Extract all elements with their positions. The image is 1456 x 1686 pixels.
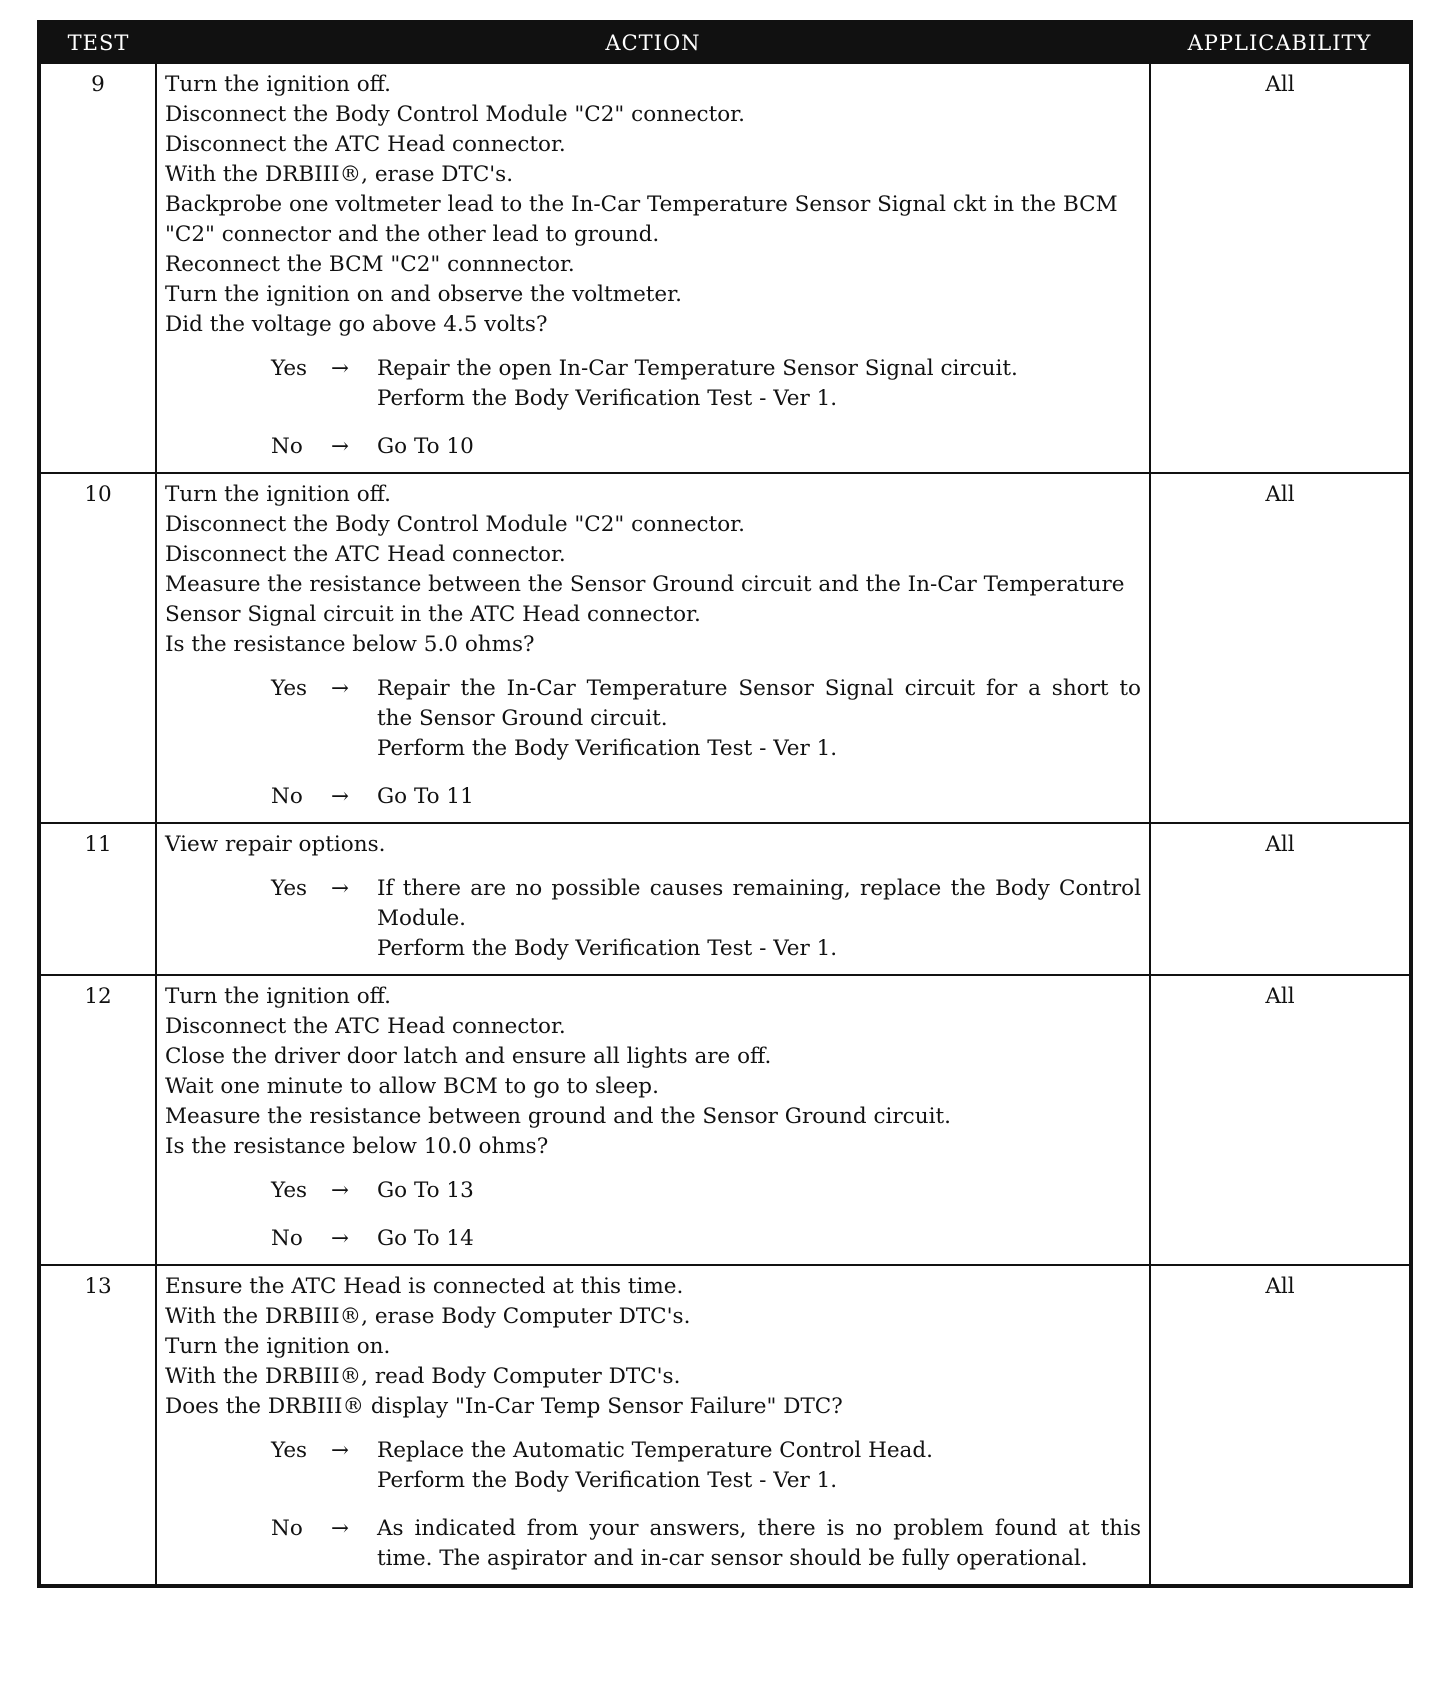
test-row-9 (39, 63, 1411, 473)
action-step: Ensure the ATC Head is connected at this time. (165, 1274, 684, 1299)
test-number: 9 (39, 63, 156, 473)
right-arrow-icon: → (331, 876, 350, 901)
branch-answer: No (271, 784, 303, 809)
right-arrow-icon: → (331, 1516, 350, 1541)
branch-result (377, 354, 1141, 414)
action-step: Wait one minute to allow BCM to go to sleep. (165, 1074, 659, 1099)
action-step: With the DRBIII®, erase Body Computer DTC's. (165, 1304, 691, 1329)
right-arrow-icon: → (331, 434, 350, 459)
test-action (156, 823, 1150, 975)
action-step: Disconnect the ATC Head connector. (165, 1014, 566, 1039)
branch-result (377, 1514, 1141, 1574)
branch-result-line: Perform the Body Verification Test - Ver 1. (377, 936, 838, 961)
action-step: View repair options. (165, 832, 386, 857)
branch-result (377, 432, 1141, 462)
branch-yes (271, 354, 1141, 414)
branch-result (377, 1224, 1141, 1254)
branch-result (377, 1176, 1141, 1206)
branch-yes (271, 1436, 1141, 1496)
action-step: Disconnect the ATC Head connector. (165, 132, 566, 157)
branch-result (377, 782, 1141, 812)
action-step: Does the DRBIII® display "In-Car Temp Sensor Failure" DTC? (165, 1394, 843, 1419)
branch-result-line: Go To 11 (377, 784, 474, 809)
action-step: Is the resistance below 10.0 ohms? (165, 1134, 549, 1159)
test-applicability: All (1150, 63, 1411, 473)
action-step: Turn the ignition on. (165, 1334, 391, 1359)
right-arrow-icon: → (331, 784, 350, 809)
test-procedure-table (37, 20, 1413, 1588)
branch-answer: Yes (271, 1178, 308, 1203)
action-step: Turn the ignition on and observe the voltmeter. (165, 282, 682, 307)
branch-result (377, 674, 1141, 764)
branch-result-line: Repair the open In-Car Temperature Sensor Signal circuit. (377, 356, 1018, 381)
header-applicability: APPLICABILITY (1150, 22, 1411, 63)
test-row-13 (39, 1265, 1411, 1586)
branch-answer: No (271, 1226, 303, 1251)
branch-result (377, 1436, 1141, 1496)
action-step: Measure the resistance between the Sensor Ground circuit and the In-Car Temperature Sensor Signal circuit in the ATC Head connector. (165, 572, 1125, 627)
action-step: Is the resistance below 5.0 ohms? (165, 632, 535, 657)
branch-result-line: Perform the Body Verification Test - Ver 1. (377, 386, 838, 411)
branch-answer: No (271, 434, 303, 459)
right-arrow-icon: → (331, 1226, 350, 1251)
test-number: 12 (39, 975, 156, 1265)
test-applicability: All (1150, 823, 1411, 975)
action-step: Did the voltage go above 4.5 volts? (165, 312, 548, 337)
branch-no (271, 1514, 1141, 1574)
test-row-11 (39, 823, 1411, 975)
test-number: 13 (39, 1265, 156, 1586)
branch-yes (271, 874, 1141, 964)
branch-result (377, 874, 1141, 964)
test-number: 11 (39, 823, 156, 975)
test-applicability: All (1150, 473, 1411, 823)
branch-no (271, 782, 1141, 812)
branch-result-line: As indicated from your answers, there is no problem found at this time. The aspirator and in-car sensor should be fully operational. (377, 1516, 1141, 1571)
action-step: Turn the ignition off. (165, 72, 391, 97)
branch-answer: Yes (271, 356, 308, 381)
header-action: ACTION (156, 22, 1150, 63)
branch-answer: Yes (271, 676, 308, 701)
right-arrow-icon: → (331, 1178, 350, 1203)
branch-result-line: Replace the Automatic Temperature Control Head. (377, 1438, 933, 1463)
branch-result-line: Go To 14 (377, 1226, 474, 1251)
test-applicability: All (1150, 975, 1411, 1265)
test-row-12 (39, 975, 1411, 1265)
branch-yes (271, 1176, 1141, 1206)
branch-answer: Yes (271, 876, 308, 901)
test-action (156, 63, 1150, 473)
right-arrow-icon: → (331, 356, 350, 381)
branch-no (271, 1224, 1141, 1254)
test-action (156, 975, 1150, 1265)
action-step: Disconnect the Body Control Module "C2" connector. (165, 102, 745, 127)
branch-answer: No (271, 1516, 303, 1541)
branch-no (271, 432, 1141, 462)
action-step: Measure the resistance between ground and the Sensor Ground circuit. (165, 1104, 951, 1129)
branch-answer: Yes (271, 1438, 308, 1463)
branch-result-line: Perform the Body Verification Test - Ver 1. (377, 736, 838, 761)
table-header-row (39, 22, 1411, 63)
branch-result-line: Repair the In-Car Temperature Sensor Signal circuit for a short to the Sensor Ground circuit. (377, 676, 1141, 731)
test-action (156, 1265, 1150, 1586)
test-row-10 (39, 473, 1411, 823)
branch-result-line: Perform the Body Verification Test - Ver 1. (377, 1468, 838, 1493)
action-step: Close the driver door latch and ensure all lights are off. (165, 1044, 772, 1069)
test-action (156, 473, 1150, 823)
test-rows (39, 63, 1411, 1586)
action-step: Reconnect the BCM "C2" connnector. (165, 252, 575, 277)
diagnostic-procedure-sheet (37, 20, 1409, 1588)
test-number: 10 (39, 473, 156, 823)
action-step: Disconnect the Body Control Module "C2" connector. (165, 512, 745, 537)
branch-result-line: Go To 10 (377, 434, 474, 459)
branch-yes (271, 674, 1141, 764)
action-step: Turn the ignition off. (165, 984, 391, 1009)
right-arrow-icon: → (331, 1438, 350, 1463)
header-test: TEST (39, 22, 156, 63)
test-applicability: All (1150, 1265, 1411, 1586)
right-arrow-icon: → (331, 676, 350, 701)
action-step: Turn the ignition off. (165, 482, 391, 507)
action-step: Disconnect the ATC Head connector. (165, 542, 566, 567)
branch-result-line: Go To 13 (377, 1178, 474, 1203)
action-step: Backprobe one voltmeter lead to the In-Car Temperature Sensor Signal ckt in the BCM "C2" connector and the other lead to ground. (165, 192, 1118, 247)
action-step: With the DRBIII®, read Body Computer DTC's. (165, 1364, 681, 1389)
action-step: With the DRBIII®, erase DTC's. (165, 162, 514, 187)
branch-result-line: If there are no possible causes remaining, replace the Body Control Module. (377, 876, 1141, 931)
